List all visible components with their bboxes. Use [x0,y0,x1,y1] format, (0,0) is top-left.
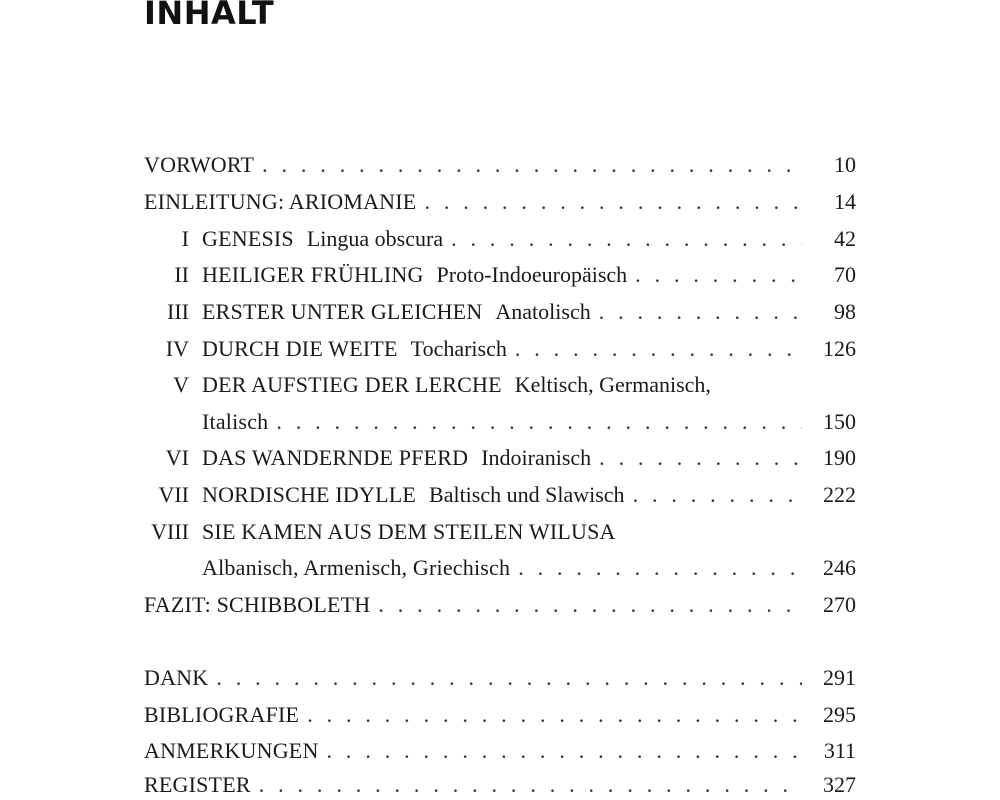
dot-leader [378,590,802,620]
dot-leader [276,407,802,437]
toc-entry-register[interactable] [144,770,856,800]
page-number: 126 [823,336,856,361]
chapter-subtitle: Keltisch, Germanisch, [514,372,711,397]
chapter-subtitle: Tocharisch [410,336,507,361]
page-number: 222 [823,482,856,507]
dot-leader [259,770,802,800]
toc-entry-chapter-6[interactable] [144,443,856,473]
chapter-number: VIII [151,519,189,544]
chapter-subtitle: Lingua obscura [306,226,444,251]
page-number: 42 [834,226,856,251]
chapter-title: DAS WANDERNDE PFERD [202,445,469,470]
chapter-title: NORDISCHE IDYLLE [202,482,417,507]
page-number: 14 [834,189,856,214]
entry-title: EINLEITUNG: ARIOMANIE [144,189,417,214]
chapter-title: GENESIS [202,226,294,251]
page-number: 291 [823,665,856,690]
dot-leader [451,224,802,254]
toc-entry-chapter-8-continued[interactable] [144,553,856,583]
chapter-number: II [174,262,189,287]
toc-entry-chapter-5-continued[interactable] [144,407,856,437]
dot-leader [633,480,802,510]
toc-entry-chapter-4[interactable] [144,334,856,364]
toc-entry-chapter-3[interactable] [144,297,856,327]
chapter-title: SIE KAMEN AUS DEM STEILEN WILUSA [202,519,616,544]
chapter-subtitle: Proto-Indoeuropäisch [436,262,628,287]
entry-title: DANK [144,665,209,690]
dot-leader [518,553,802,583]
dot-leader [307,700,802,730]
toc-entry-anmerkungen[interactable] [144,736,856,766]
page-number: 295 [823,702,856,727]
dot-leader [635,260,802,290]
entry-title: ANMERKUNGEN [144,738,319,763]
dot-leader [599,443,802,473]
toc-entry-chapter-5[interactable] [144,370,856,400]
toc-entry-chapter-8[interactable] [144,517,856,547]
chapter-number: III [167,299,189,324]
dot-leader [424,187,802,217]
chapter-subtitle: Baltisch und Slawisch [429,482,625,507]
page-number: 150 [823,409,856,434]
dot-leader [216,663,802,693]
page-number: 70 [834,262,856,287]
page-number: 246 [823,555,856,580]
dot-leader [262,150,802,180]
toc-entry-chapter-2[interactable] [144,260,856,290]
chapter-number: V [173,372,189,397]
dot-leader [515,334,802,364]
toc-entry-bibliografie[interactable] [144,700,856,730]
dot-leader [599,297,802,327]
toc-entry-vorwort[interactable] [144,150,856,180]
chapter-title: HEILIGER FRÜHLING [202,262,424,287]
toc-entry-chapter-7[interactable] [144,480,856,510]
page-number: 10 [834,152,856,177]
toc-entry-dank[interactable] [144,663,856,693]
page-title: INHALT [144,0,275,32]
chapter-title: ERSTER UNTER GLEICHEN [202,299,483,324]
toc-entry-einleitung[interactable] [144,187,856,217]
chapter-subtitle-continuation: Albanisch, Armenisch, Griechisch [202,555,511,580]
dot-leader [327,736,802,766]
chapter-subtitle: Indoiranisch [481,445,592,470]
chapter-number: IV [165,336,189,361]
chapter-title: DER AUFSTIEG DER LERCHE [202,372,502,397]
chapter-title: DURCH DIE WEITE [202,336,398,361]
entry-title: FAZIT: SCHIBBOLETH [144,592,371,617]
chapter-number: VII [158,482,189,507]
chapter-number: I [181,226,189,251]
entry-title: REGISTER [144,772,251,797]
page-number: 190 [823,445,856,470]
page-number: 311 [823,738,856,763]
toc-entry-fazit[interactable] [144,590,856,620]
chapter-number: VI [165,445,189,470]
page-number: 98 [834,299,856,324]
chapter-subtitle-continuation: Italisch [202,409,269,434]
entry-title: BIBLIOGRAFIE [144,702,300,727]
page-number: 327 [823,772,856,797]
entry-title: VORWORT [144,152,255,177]
chapter-subtitle: Anatolisch [495,299,591,324]
page-number: 270 [823,592,856,617]
toc-entry-chapter-1[interactable] [144,224,856,254]
